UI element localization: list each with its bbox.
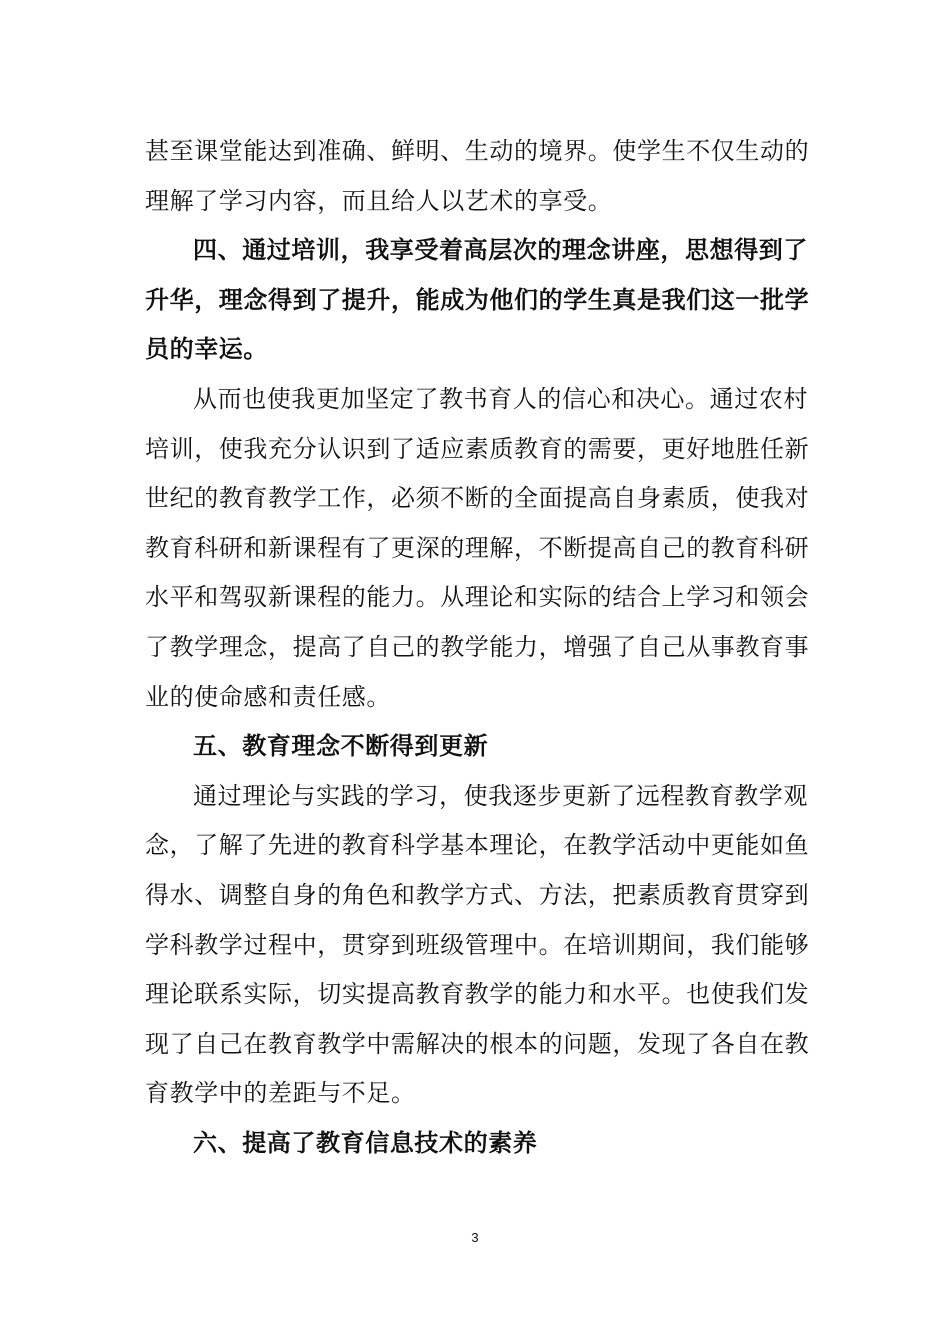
section-heading-6: 六、提高了教育信息技术的素养 (193, 1128, 538, 1157)
paragraph-line: 理论联系实际，切实提高教育教学的能力和水平。也使我们发 (145, 980, 810, 1009)
paragraph-line: 甚至课堂能达到准确、鲜明、生动的境界。使学生不仅生动的 (145, 137, 810, 165)
section-heading-4-cont: 员的幸运。 (145, 335, 268, 364)
paragraph-line: 理解了学习内容，而且给人以艺术的享受。 (145, 186, 613, 215)
body-text (145, 127, 810, 1168)
paragraph-line: 世纪的教育教学工作，必须不断的全面提高自身素质，使我对 (145, 484, 810, 513)
paragraph-line: 培训，使我充分认识到了适应素质教育的需要，更好地胜任新 (145, 434, 810, 463)
section-heading-5: 五、教育理念不断得到更新 (193, 732, 489, 761)
paragraph-line: 业的使命感和责任感。 (145, 682, 391, 711)
page-number: 3 (471, 1230, 479, 1245)
section-heading-4-cont: 升华，理念得到了提升，能成为他们的学生真是我们这一批学 (145, 285, 810, 314)
paragraph-line: 现了自己在教育教学中需解决的根本的问题，发现了各自在教 (145, 1029, 810, 1058)
paragraph-line: 得水、调整自身的角色和教学方式、方法，把素质教育贯穿到 (145, 880, 810, 909)
paragraph-line: 水平和驾驭新课程的能力。从理论和实际的结合上学习和领会 (145, 583, 810, 612)
paragraph-line: 了教学理念，提高了自己的教学能力，增强了自己从事教育事 (145, 632, 810, 661)
section-heading-4: 四、通过培训，我享受着高层次的理念讲座，思想得到了 (193, 236, 808, 265)
paragraph-line: 念，了解了先进的教育科学基本理论，在教学活动中更能如鱼 (145, 831, 810, 860)
paragraph-line: 从而也使我更加坚定了教书育人的信心和决心。通过农村 (193, 384, 808, 413)
paragraph-line: 学科教学过程中，贯穿到班级管理中。在培训期间，我们能够 (145, 930, 810, 959)
paragraph-line: 教育科研和新课程有了更深的理解，不断提高自己的教育科研 (145, 533, 810, 562)
paragraph-line: 通过理论与实践的学习，使我逐步更新了远程教育教学观 (193, 781, 808, 810)
paragraph-line: 育教学中的差距与不足。 (145, 1079, 416, 1108)
